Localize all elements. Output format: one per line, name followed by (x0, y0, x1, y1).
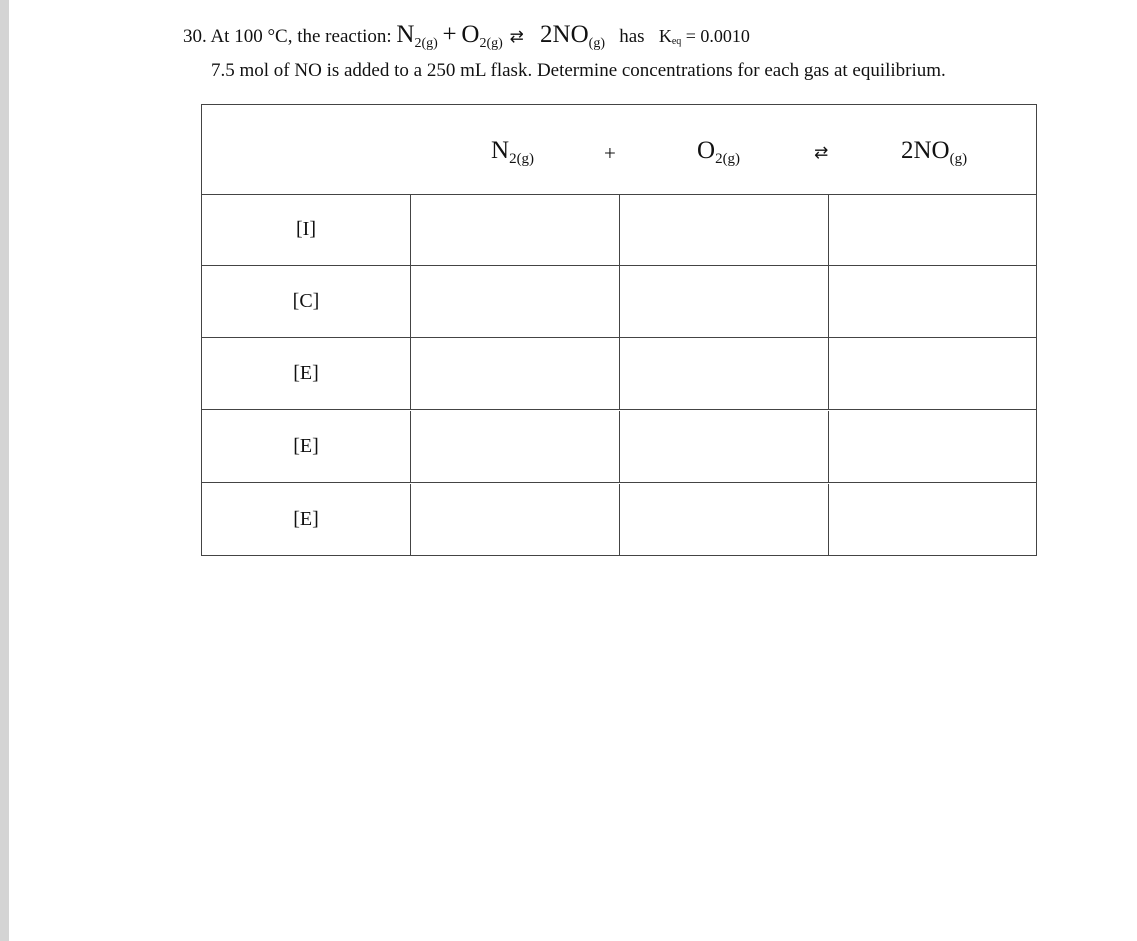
header-o2: $O_{2(g)}$ (697, 137, 741, 167)
cell-n2[interactable] (410, 194, 619, 265)
row-label: [I] (296, 218, 316, 240)
reactant-n2: $N_{2(g)}$ (396, 21, 438, 51)
ice-table-header (202, 105, 1036, 195)
row-label: [E] (293, 362, 319, 384)
ice-row-initial (202, 194, 1036, 266)
cell-no[interactable] (828, 194, 1036, 265)
question-number: 30. (183, 26, 207, 47)
cell-o2[interactable] (619, 266, 828, 337)
ice-table (201, 104, 1037, 556)
question-intro: At 100 °C, the reaction: (210, 26, 392, 47)
page-left-edge (0, 0, 9, 941)
ice-row-change (202, 266, 1036, 338)
cell-no[interactable] (828, 484, 1036, 555)
row-label: [E] (293, 508, 319, 530)
cell-no[interactable] (828, 338, 1036, 409)
ice-row-equilibrium-1 (202, 338, 1036, 410)
cell-no[interactable] (828, 266, 1036, 337)
cell-n2[interactable] (410, 338, 619, 409)
has-word: has (619, 26, 645, 47)
cell-no[interactable] (828, 411, 1036, 482)
ice-row-equilibrium-3 (202, 484, 1036, 555)
cell-o2[interactable] (619, 338, 828, 409)
question-line-1 (183, 18, 750, 61)
keq-expression: $K_{eq} = 0.0010$ (658, 26, 750, 47)
header-plus: + (604, 141, 616, 165)
cell-n2[interactable] (410, 484, 619, 555)
cell-o2[interactable] (619, 411, 828, 482)
cell-o2[interactable] (619, 484, 828, 555)
reactant-o2: $O_{2(g)}$ (461, 21, 503, 51)
header-equilibrium-arrow-icon: ⇄ (814, 143, 829, 163)
row-label: [E] (293, 435, 319, 457)
cell-n2[interactable] (410, 411, 619, 482)
equilibrium-arrow-icon: ⇄ (509, 27, 524, 47)
question-line-2: 7.5 mol of NO is added to a 250 mL flask. Determine concentrations for each gas at equilibrium. (211, 60, 946, 81)
plus-sign: + (442, 21, 457, 48)
cell-o2[interactable] (619, 194, 828, 265)
header-2no: $2NO_{(g)}$ (901, 137, 968, 167)
ice-row-equilibrium-2 (202, 411, 1036, 483)
row-label: [C] (292, 290, 320, 312)
header-n2: $N_{2(g)}$ (491, 137, 535, 167)
product-no: $2NO_{(g)}$ (540, 21, 605, 51)
cell-n2[interactable] (410, 266, 619, 337)
